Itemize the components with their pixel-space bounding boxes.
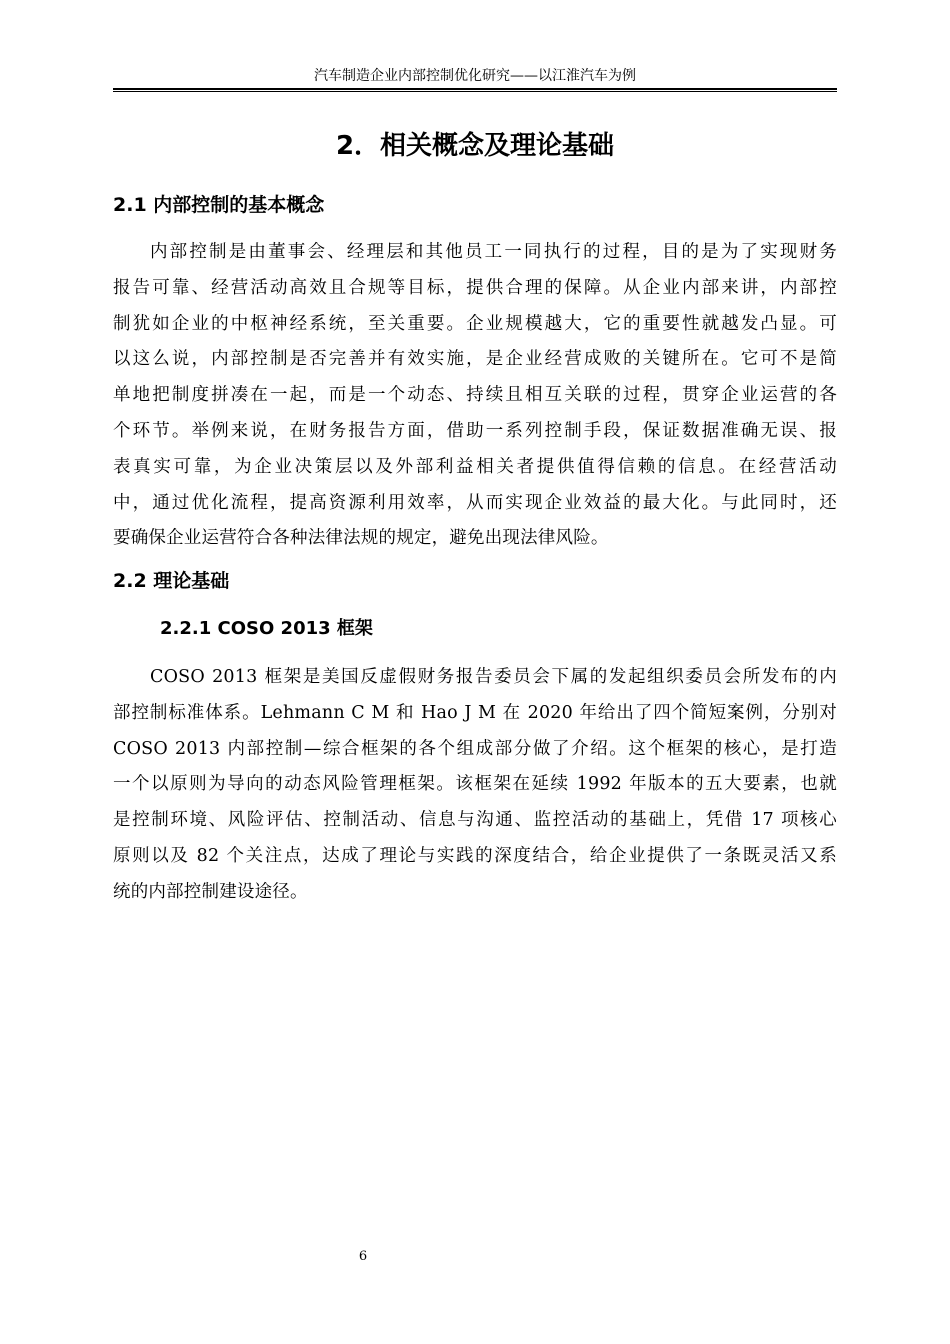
section-2-2-heading: 2.2 理论基础: [113, 570, 230, 592]
paragraph-line: 统的内部控制建设途径。: [113, 881, 308, 902]
paragraph-line: 报告可靠、经营活动高效且合规等目标，提供合理的保障。从企业内部来讲，内部控: [113, 277, 837, 298]
paragraph-line: COSO 2013 框架是美国反虚假财务报告委员会下属的发起组织委员会所发布的内: [150, 667, 837, 687]
paragraph-line: 部控制标准体系。Lehmann C M 和 Hao J M 在 2020 年给出了四个简短案例，分别对: [113, 702, 837, 723]
paragraph-line: 个环节。举例来说，在财务报告方面，借助一系列控制手段，保证数据准确无误、报: [113, 420, 837, 441]
paragraph-line: 要确保企业运营符合各种法律法规的规定，避免出现法律风险。: [113, 528, 609, 549]
running-header: 汽车制造企业内部控制优化研究——以江淮汽车为例: [314, 68, 636, 84]
paragraph-line: 以这么说，内部控制是否完善并有效实施，是企业经营成败的关键所在。它可不是简: [113, 349, 837, 370]
section-2-1-paragraph: [113, 235, 837, 557]
paragraph-line: 制犹如企业的中枢神经系统，至关重要。企业规模越大，它的重要性就越发凸显。可: [113, 313, 837, 334]
paragraph-line: 表真实可靠，为企业决策层以及外部利益相关者提供值得信赖的信息。在经营活动: [113, 456, 837, 477]
section-2-2-1-heading: 2.2.1 COSO 2013 框架: [160, 618, 373, 639]
paragraph-line: 内部控制是由董事会、经理层和其他员工一同执行的过程，目的是为了实现财务: [150, 242, 837, 262]
paragraph-line: 单地把制度拼凑在一起，而是一个动态、持续且相互关联的过程，贯穿企业运营的各: [113, 385, 837, 406]
header-rule: [113, 88, 837, 92]
paragraph-line: 是控制环境、风险评估、控制活动、信息与沟通、监控活动的基础上，凭借 17 项核心: [113, 810, 837, 831]
paragraph-line: 中，通过优化流程，提高资源利用效率，从而实现企业效益的最大化。与此同时，还: [113, 492, 837, 513]
section-2-2-1-paragraph: [113, 660, 837, 911]
page-number: 6: [358, 1249, 368, 1264]
paragraph-line: COSO 2013 内部控制—综合框架的各个组成部分做了介绍。这个框架的核心，是打造: [113, 738, 837, 759]
section-2-1-heading: 2.1 内部控制的基本概念: [113, 194, 325, 216]
chapter-title: 2．相关概念及理论基础: [335, 131, 615, 161]
paragraph-line: 一个以原则为导向的动态风险管理框架。该框架在延续 1992 年版本的五大要素，也就: [113, 774, 837, 795]
paragraph-line: 原则以及 82 个关注点，达成了理论与实践的深度结合，给企业提供了一条既灵活又系: [113, 845, 837, 866]
